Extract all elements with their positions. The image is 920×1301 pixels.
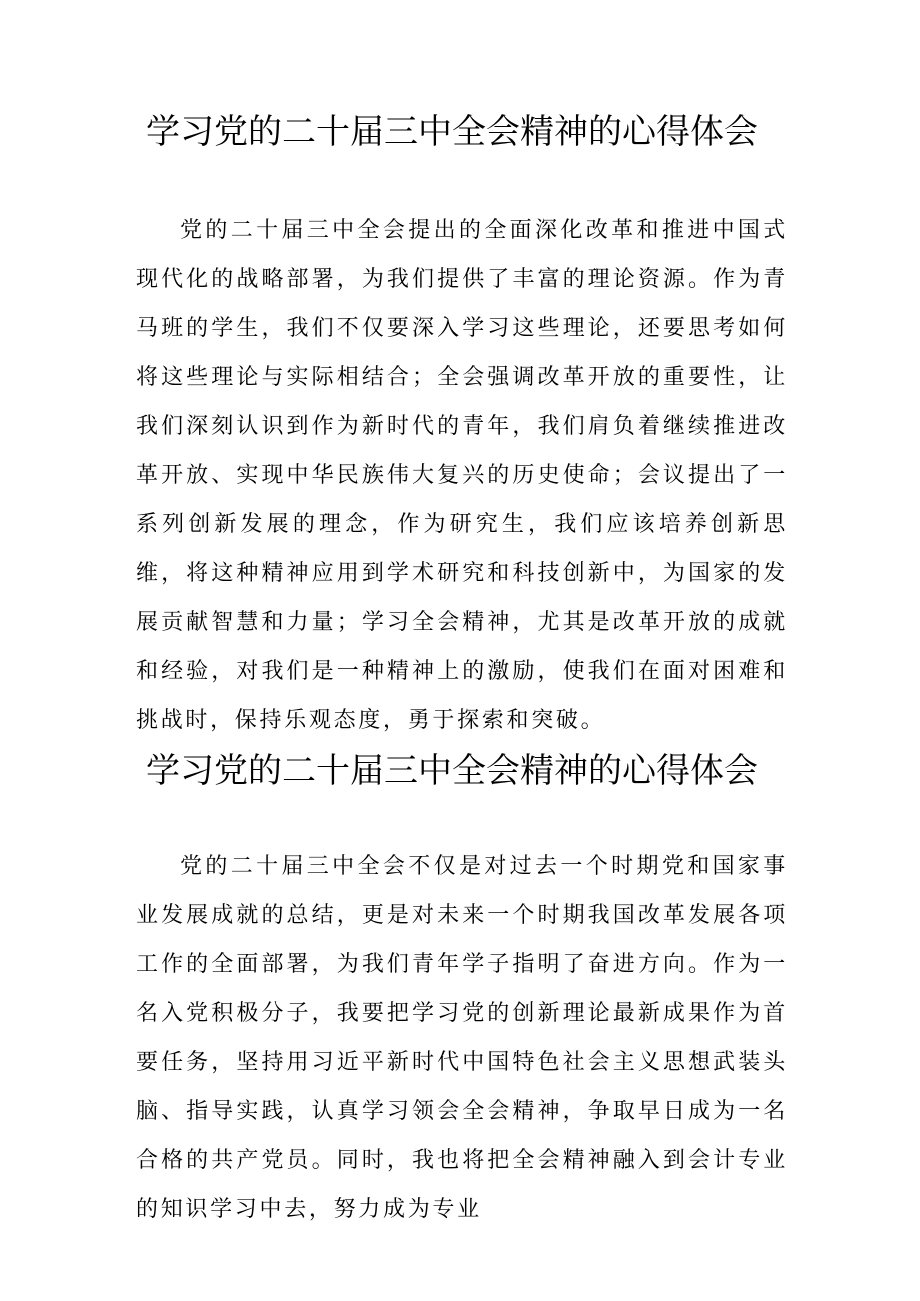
section-title: 学习党的二十届三中全会精神的心得体会 xyxy=(146,751,758,791)
section-body-paragraph: 党的二十届三中全会提出的全面深化改革和推进中国式现代化的战略部署，为我们提供了丰富的理论资源。作为青马班的学生，我们不仅要深入学习这些理论，还要思考如何将这些理论与实际相结合；全会强调改革开放的重要性，让我们深刻认识到作为新时代的青年，我们肩负着继续推进改革开放、实现中华民族伟大复兴的历史使命；会议提出了一系列创新发展的理念，作为研究生，我们应该培养创新思维，将这种精神应用到学术研究和科技创新中，为国家的发展贡献智慧和力量；学习全会精神，尤其是改革开放的成就和经验，对我们是一种精神上的激励，使我们在面对困难和挑战时，保持乐观态度，勇于探索和突破。 xyxy=(136,218,788,733)
section-title: 学习党的二十届三中全会精神的心得体会 xyxy=(146,112,758,152)
section-body-paragraph: 党的二十届三中全会不仅是对过去一个时期党和国家事业发展成就的总结，更是对未来一个时期我国改革发展各项工作的全面部署，为我们青年学子指明了奋进方向。作为一名入党积极分子，我要把学习党的创新理论最新成果作为首要任务，坚持用习近平新时代中国特色社会主义思想武装头脑、指导实践，认真学习领会全会精神，争取早日成为一名合格的共产党员。同时，我也将把全会精神融入到会计专业的知识学习中去，努力成为专业 xyxy=(136,854,788,1222)
